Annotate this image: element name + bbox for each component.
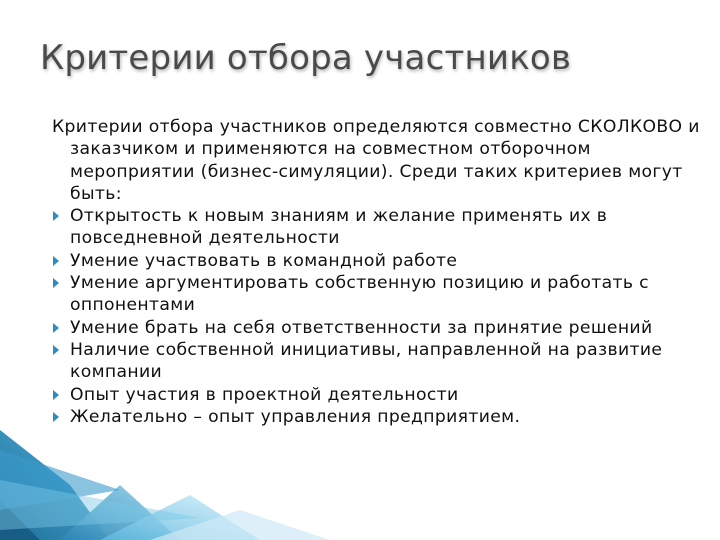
list-item-text: Открытость к новым знаниям и желание применять их в повседневной деятельности: [70, 206, 608, 249]
list-item: [52, 384, 702, 406]
triangle-right-icon: [53, 390, 59, 400]
list-item: [52, 272, 702, 317]
list-item: [52, 205, 702, 250]
list-item-text: Опыт участия в проектной деятельности: [70, 384, 459, 405]
intro-paragraph: Критерии отбора участников определяются совместно СКОЛКОВО и заказчиком и применяются на совместном отборочном мероприятии (бизнес-симуляции). Среди таких критериев могут быть:: [52, 117, 700, 204]
triangle-right-icon: [53, 256, 59, 266]
list-item: [52, 317, 702, 339]
list-item: [52, 250, 702, 272]
slide-body: [52, 116, 702, 428]
list-item-text: Желательно – опыт управления предприятием.: [70, 406, 521, 427]
list-item-text: Умение участвовать в командной работе: [70, 250, 458, 271]
list-item: [52, 339, 702, 384]
triangle-right-icon: [53, 412, 59, 422]
list-item-text: Умение аргументировать собственную позицию и работать с оппонентами: [70, 273, 649, 316]
slide-title: Критерии отбора участников: [40, 38, 572, 78]
list-item: [52, 406, 702, 428]
list-item-text: Наличие собственной инициативы, направленной на развитие компании: [70, 339, 663, 383]
list-item-text: Умение брать на себя ответственности за принятие решений: [70, 317, 653, 338]
triangle-right-icon: [53, 278, 59, 288]
triangle-right-icon: [53, 323, 59, 333]
triangle-right-icon: [53, 345, 59, 355]
triangle-right-icon: [53, 211, 59, 221]
criteria-list: [52, 205, 702, 428]
